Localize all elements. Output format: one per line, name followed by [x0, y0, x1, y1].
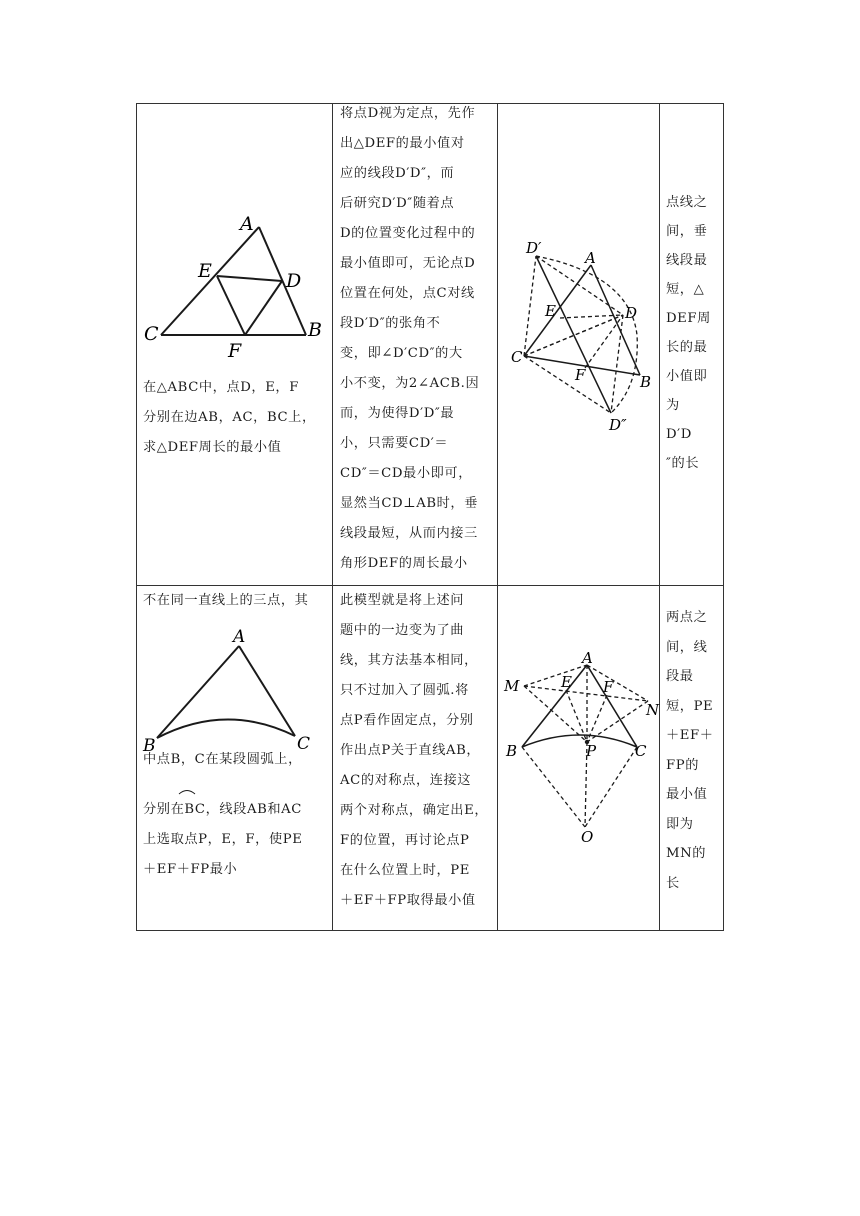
label-m: M — [504, 677, 520, 695]
text-line: 线段最 — [666, 253, 708, 268]
text-line: 最小值 — [666, 787, 708, 802]
text-line: 只不过加入了圆弧.将 — [340, 683, 469, 698]
segment-d1-d2 — [536, 256, 611, 413]
dash-e-p — [566, 690, 587, 742]
row1-problem-text — [143, 373, 328, 463]
label-a: A — [233, 627, 246, 647]
row2-problem-top — [143, 586, 328, 616]
text-line: 点P看作固定点，分别 — [340, 713, 474, 728]
row1-reflection-figure — [505, 235, 655, 435]
text-line: FP的 — [666, 757, 700, 773]
text-line: 分别在边AB，AC，BC上， — [143, 410, 316, 425]
text-line: ″的长 — [666, 456, 700, 471]
text-line: D′D — [666, 427, 692, 442]
text-line: 上选取点P，E，F，使PE — [143, 832, 303, 847]
arc-bc — [157, 719, 295, 738]
text-line: 而，为使得D′D″最 — [340, 406, 455, 421]
text-line: 应的线段D′D″，而 — [340, 166, 455, 181]
label-c: C — [144, 323, 159, 345]
label-f: F — [228, 340, 242, 362]
text-line: 变，即∠D′CD″的大 — [340, 346, 463, 361]
label-b: B — [640, 373, 652, 391]
side-ab — [157, 646, 239, 738]
dash-m-a — [524, 665, 587, 686]
text-line: 分别在BC，线段AB和AC — [143, 802, 302, 817]
text-line: 为 — [666, 398, 680, 413]
text-line: 两点之 — [666, 610, 708, 625]
label-f: F — [603, 678, 614, 696]
text-line: 在什么位置上时，PE — [340, 863, 470, 878]
text-line: 不在同一直线上的三点，其 — [143, 593, 309, 608]
dash-a-n — [587, 665, 648, 701]
text-line: 小值即 — [666, 369, 708, 384]
text-line: CD″＝CD最小即可， — [340, 466, 472, 481]
table-col-divider-2 — [497, 103, 498, 931]
text-line: 中点B，C在某段圆弧上， — [143, 752, 302, 767]
text-line: 作出点P关于直线AB， — [340, 743, 481, 758]
text-line: 位置在何处，点C对线 — [340, 286, 475, 301]
table-left-border — [136, 103, 137, 931]
text-line: 最小值即可，无论点D — [340, 256, 476, 271]
row2-problem-text — [143, 745, 328, 885]
label-c: C — [511, 348, 523, 366]
text-line: 线，其方法基本相同， — [340, 653, 478, 668]
label-n: N — [646, 701, 660, 719]
text-line: ＋EF＋FP取得最小值 — [340, 893, 476, 908]
row2-arc-triangle-figure — [140, 622, 330, 757]
text-line: AC的对称点，连接这 — [340, 773, 472, 788]
label-f: F — [575, 366, 586, 384]
segment-ef — [217, 276, 245, 335]
text-line: 线段最短，从而内接三 — [340, 526, 478, 541]
dash-m-n — [524, 686, 648, 701]
dash-f-p — [587, 695, 607, 742]
text-line: 间，线 — [666, 639, 708, 655]
text-line: 长的最 — [666, 340, 708, 355]
text-line: 求△DEF周长的最小值 — [143, 440, 282, 455]
text-line: 即为 — [666, 816, 694, 832]
row1-triangle-figure — [140, 205, 330, 370]
row1-method-text — [340, 99, 492, 579]
text-line: D的位置变化过程中的 — [340, 226, 476, 241]
text-line: ＋EF＋ — [666, 728, 714, 743]
row2-method-text — [340, 586, 492, 916]
label-e: E — [545, 302, 556, 320]
text-line: 角形DEF的周长最小 — [340, 556, 468, 571]
dash-b-o — [522, 747, 585, 827]
table-right-border — [723, 103, 724, 931]
row2-principle-text — [666, 603, 716, 898]
label-b: B — [143, 736, 156, 756]
label-d-prime: D′ — [526, 239, 542, 257]
text-line: 后研究D′D″随着点 — [340, 196, 455, 211]
dash-d-d2 — [611, 315, 623, 413]
text-line: 此模型就是将上述问 — [340, 593, 465, 608]
text-line: 点线之 — [666, 195, 708, 210]
row2-reflection-figure — [500, 645, 660, 850]
label-d: D — [625, 304, 638, 322]
label-e: E — [561, 673, 572, 691]
text-line: 在△ABC中，点D，E，F — [143, 380, 299, 395]
text-line: 段最 — [666, 669, 694, 684]
text-line: F的位置，再讨论点P — [340, 833, 470, 848]
text-line: 将点D视为定点，先作 — [340, 106, 476, 121]
text-line: ＋EF＋FP最小 — [143, 862, 238, 877]
label-d-double-prime: D″ — [609, 416, 627, 434]
text-line: 出△DEF的最小值对 — [340, 136, 465, 151]
segment-df — [245, 281, 282, 335]
label-e: E — [198, 260, 212, 282]
label-a: A — [240, 213, 254, 235]
label-p: P — [586, 742, 597, 760]
label-c: C — [297, 734, 311, 754]
label-c: C — [635, 742, 647, 760]
label-b: B — [506, 742, 518, 760]
text-line: 段D′D″的张角不 — [340, 316, 441, 331]
label-a: A — [585, 249, 596, 267]
text-line: 小不变，为2∠ACB.因 — [340, 376, 480, 391]
text-line: 短，PE — [666, 698, 714, 714]
table-col-divider-1 — [332, 103, 333, 931]
text-line: 显然当CD⊥AB时，垂 — [340, 496, 479, 511]
text-line: MN的 — [666, 846, 707, 861]
text-line: 两个对称点，确定出E， — [340, 803, 489, 818]
table-bottom-border — [136, 930, 724, 931]
text-line: 题中的一边变为了曲 — [340, 623, 465, 638]
arc-bc — [522, 735, 637, 747]
text-line: 短，△ — [666, 282, 705, 297]
label-b: B — [308, 319, 322, 341]
text-line: 长 — [666, 875, 680, 891]
text-line: 间，垂 — [666, 224, 708, 239]
text-line: 小，只需要CD′＝ — [340, 436, 449, 451]
row1-principle-text — [666, 188, 716, 478]
segment-ed — [217, 276, 282, 281]
label-d: D — [286, 270, 302, 292]
label-a: A — [582, 649, 593, 667]
side-ac — [239, 646, 295, 736]
label-o: O — [581, 828, 594, 846]
text-line: DEF周 — [666, 311, 711, 326]
